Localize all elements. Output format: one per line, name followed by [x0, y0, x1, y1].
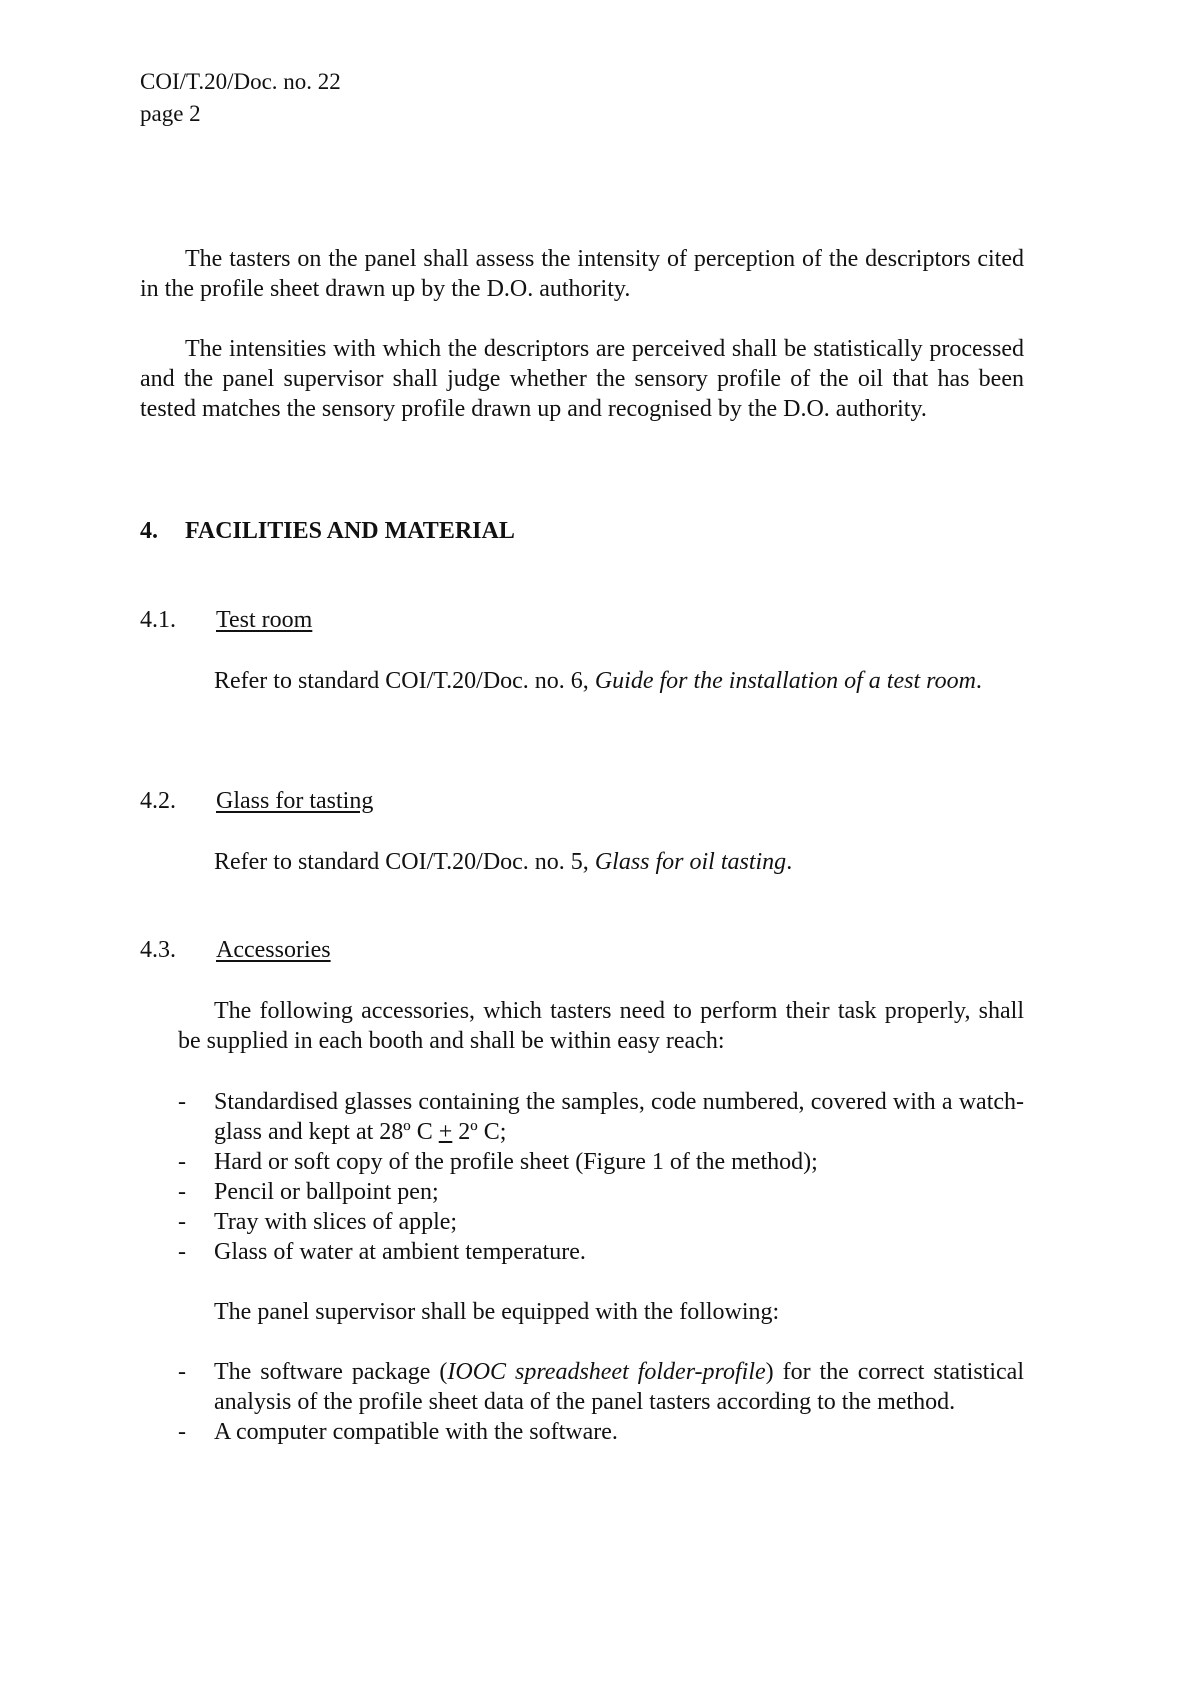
- list-item-text: Hard or soft copy of the profile sheet (Figure 1 of the method);: [214, 1149, 818, 1175]
- dash-marker: -: [178, 1419, 186, 1445]
- software-name: IOOC spreadsheet folder-profile: [447, 1359, 766, 1385]
- doc-reference: COI/T.20/Doc. no. 22: [140, 69, 341, 94]
- reference-suffix: .: [975, 668, 982, 694]
- subsection-number: 4.1.: [140, 607, 176, 633]
- section-title: FACILITIES AND MATERIAL: [185, 518, 515, 544]
- list-item-text: ) for the correct statistical analysis of the profile sheet data of the panel tasters according to the method.: [214, 1359, 1024, 1415]
- supervisor-list: [178, 1357, 1024, 1447]
- subsection-heading-accessories: [140, 935, 331, 965]
- page-header: [140, 66, 341, 130]
- paragraph-supervisor-intro: The panel supervisor shall be equipped with the following:: [214, 1299, 780, 1325]
- list-item: [178, 1357, 1024, 1417]
- list-item: [178, 1237, 1024, 1267]
- subsection-number: 4.3.: [140, 937, 176, 963]
- plus-minus-sign: +: [438, 1119, 453, 1145]
- subsection-title: Glass for tasting: [216, 788, 374, 814]
- list-item: [178, 1147, 1024, 1177]
- dash-marker: -: [178, 1209, 186, 1235]
- reference-title: Guide for the installation of a test room: [594, 668, 976, 694]
- list-item-text: Tray with slices of apple;: [214, 1209, 458, 1235]
- list-item-text: 2º C;: [452, 1119, 507, 1145]
- list-item-text: Glass of water at ambient temperature.: [214, 1239, 586, 1265]
- list-item-text: Standardised glasses containing the samples, code numbered, covered with a watch-glass and kept at 28º C: [214, 1089, 1024, 1145]
- accessories-list: [178, 1087, 1024, 1267]
- dash-marker: -: [178, 1239, 186, 1265]
- subsection-number: 4.2.: [140, 788, 176, 814]
- dash-marker: -: [178, 1179, 186, 1205]
- reference-test-room: [214, 666, 1024, 696]
- section-heading-facilities: [140, 516, 515, 546]
- list-item: [178, 1087, 1024, 1147]
- subsection-title: Test room: [216, 607, 313, 633]
- reference-glass: [214, 847, 1024, 877]
- dash-marker: -: [178, 1359, 186, 1385]
- reference-prefix: Refer to standard COI/T.20/Doc. no. 5,: [214, 849, 595, 875]
- reference-title: Glass for oil tasting: [594, 849, 787, 875]
- list-item-text: A computer compatible with the software.: [214, 1419, 618, 1445]
- paragraph-accessories-intro: The following accessories, which tasters need to perform their task properly, shall be supplied in each booth and shall be within easy reach:: [178, 998, 1024, 1054]
- list-item-text: The software package (: [214, 1359, 448, 1385]
- subsection-title: Accessories: [216, 937, 331, 963]
- subsection-heading-test-room: [140, 605, 312, 635]
- reference-suffix: .: [786, 849, 793, 875]
- dash-marker: -: [178, 1149, 186, 1175]
- page-number: page 2: [140, 101, 201, 126]
- dash-marker: -: [178, 1089, 186, 1115]
- list-item: [178, 1417, 1024, 1447]
- paragraph-tasters-assess: The tasters on the panel shall assess the intensity of perception of the descriptors cited in the profile sheet drawn up by the D.O. authority.: [140, 246, 1024, 302]
- section-number: 4.: [140, 518, 158, 544]
- subsection-heading-glass: [140, 786, 373, 816]
- list-item: [178, 1177, 1024, 1207]
- paragraph-intensities: The intensities with which the descriptors are perceived shall be statistically processed and the panel supervisor shall judge whether the sensory profile of the oil that has been tested matches the sensory profile drawn up and recognised by the D.O. authority.: [140, 336, 1024, 422]
- reference-prefix: Refer to standard COI/T.20/Doc. no. 6,: [214, 668, 595, 694]
- list-item-text: Pencil or ballpoint pen;: [214, 1179, 439, 1205]
- list-item: [178, 1207, 1024, 1237]
